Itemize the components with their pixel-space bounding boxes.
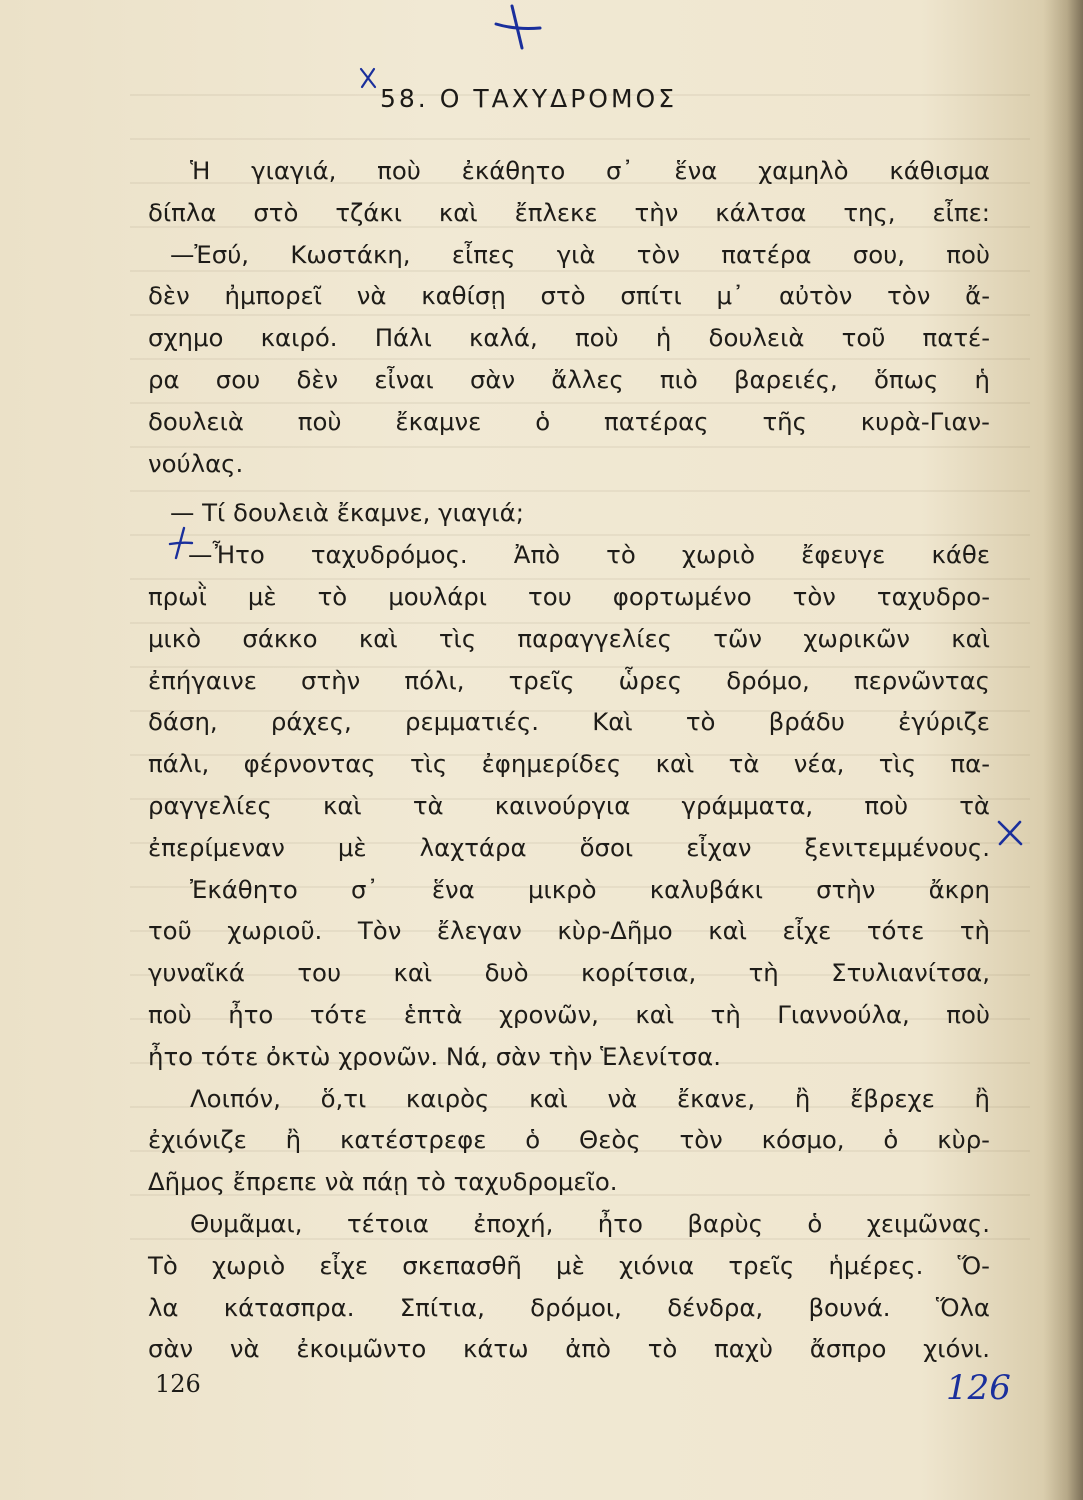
text-line: δίπλα στὸ τζάκι καὶ ἔπλεκε τὴν κάλτσα της, εἶπε:: [148, 197, 990, 227]
text-line: ἐπερίμεναν μὲ λαχτάρα ὅσοι εἶχαν ξενιτεμμένους.: [148, 832, 990, 862]
text-line: ἐχιόνιζε ἢ κατέστρεφε ὁ Θεὸς τὸν κόσμο, ὁ κὺρ-: [148, 1125, 990, 1155]
pen-cross-top-icon: [492, 2, 544, 54]
text-line: Λοιπόν, ὅ,τι καιρὸς καὶ νὰ ἔκανε, ἢ ἔβρεχε ἢ: [190, 1083, 990, 1113]
text-line: Ἐκάθητο σ᾽ ἕνα μικρὸ καλυβάκι στὴν ἄκρη: [190, 874, 990, 904]
text-line: πρωῒ μὲ τὸ μουλάρι του φορτωμένο τὸν ταχυδρο-: [148, 581, 990, 611]
handwritten-page-number: 126: [946, 1368, 1011, 1408]
text-line: ποὺ ἦτο τότε ἑπτὰ χρονῶν, καὶ τὴ Γιαννούλα, ποὺ: [148, 999, 990, 1029]
text-line: Τὸ χωριὸ εἶχε σκεπασθῆ μὲ χιόνια τρεῖς ἡμέρες. Ὅ-: [148, 1250, 990, 1280]
text-line: ρα σου δὲν εἶναι σὰν ἄλλες πιὸ βαρειές, ὅπως ἡ: [148, 364, 990, 394]
spine-shadow: [1043, 0, 1083, 1500]
chapter-title: 58. Ο ΤΑΧΥΔΡΟΜΟΣ: [380, 84, 677, 113]
text-line: δὲν ἠμπορεῖ νὰ καθίσῃ στὸ σπίτι μ᾽ αὐτὸν τὸν ἄ-: [148, 281, 990, 311]
text-line: ἦτο τότε ὀκτὼ χρονῶν. Νά, σὰν τὴν Ἑλενίτσα.: [148, 1041, 721, 1071]
pen-x-margin-icon: [995, 818, 1025, 848]
page-number: 126: [155, 1370, 201, 1398]
text-line: πάλι, φέρνοντας τὶς ἐφημερίδες καὶ τὰ νέα, τὶς πα-: [148, 749, 990, 779]
text-line: Δῆμος ἔπρεπε νὰ πάῃ τὸ ταχυδρομεῖο.: [148, 1167, 618, 1197]
text-line: Θυμᾶμαι, τέτοια ἐποχή, ἦτο βαρὺς ὁ χειμῶνας.: [190, 1208, 990, 1238]
body-text: [148, 150, 990, 1370]
text-line: γυναῖκά του καὶ δυὸ κορίτσια, τὴ Στυλιανίτσα,: [148, 958, 990, 988]
text-line: —Ἐσύ, Κωστάκη, εἶπες γιὰ τὸν πατέρα σου, ποὺ: [170, 239, 990, 269]
text-line: δάση, ράχες, ρεμματιές. Καὶ τὸ βράδυ ἐγύριζε: [148, 707, 990, 737]
text-line: ἐπήγαινε στὴν πόλι, τρεῖς ὧρες δρόμο, περνῶντας: [148, 665, 990, 695]
text-line: σὰν νὰ ἐκοιμῶντο κάτω ἀπὸ τὸ παχὺ ἄσπρο χιόνι.: [148, 1334, 990, 1364]
text-line: Ἡ γιαγιά, ποὺ ἐκάθητο σ᾽ ἕνα χαμηλὸ κάθισμα: [190, 156, 990, 185]
text-line: μικὸ σάκκο καὶ τὶς παραγγελίες τῶν χωρικῶν καὶ: [148, 623, 990, 653]
text-line: νούλας.: [148, 448, 244, 478]
text-line: δουλειὰ ποὺ ἔκαμνε ὁ πατέρας τῆς κυρὰ-Γιαν-: [148, 406, 990, 436]
pen-x-title-icon: [358, 66, 378, 90]
text-line: τοῦ χωριοῦ. Τὸν ἔλεγαν κὺρ-Δῆμο καὶ εἶχε τότε τὴ: [148, 916, 990, 946]
text-line: λα κάτασπρα. Σπίτια, δρόμοι, δένδρα, βουνά. Ὅλα: [148, 1292, 990, 1322]
text-line: — Τί δουλειὰ ἔκαμνε, γιαγιά;: [170, 498, 524, 528]
text-line: σχημο καιρό. Πάλι καλά, ποὺ ἡ δουλειὰ τοῦ πατέ-: [148, 323, 990, 353]
text-line: ραγγελίες καὶ τὰ καινούργια γράμματα, ποὺ τὰ: [148, 790, 990, 820]
text-line: —Ἦτο ταχυδρόμος. Ἀπὸ τὸ χωριὸ ἔφευγε κάθε: [188, 540, 990, 570]
